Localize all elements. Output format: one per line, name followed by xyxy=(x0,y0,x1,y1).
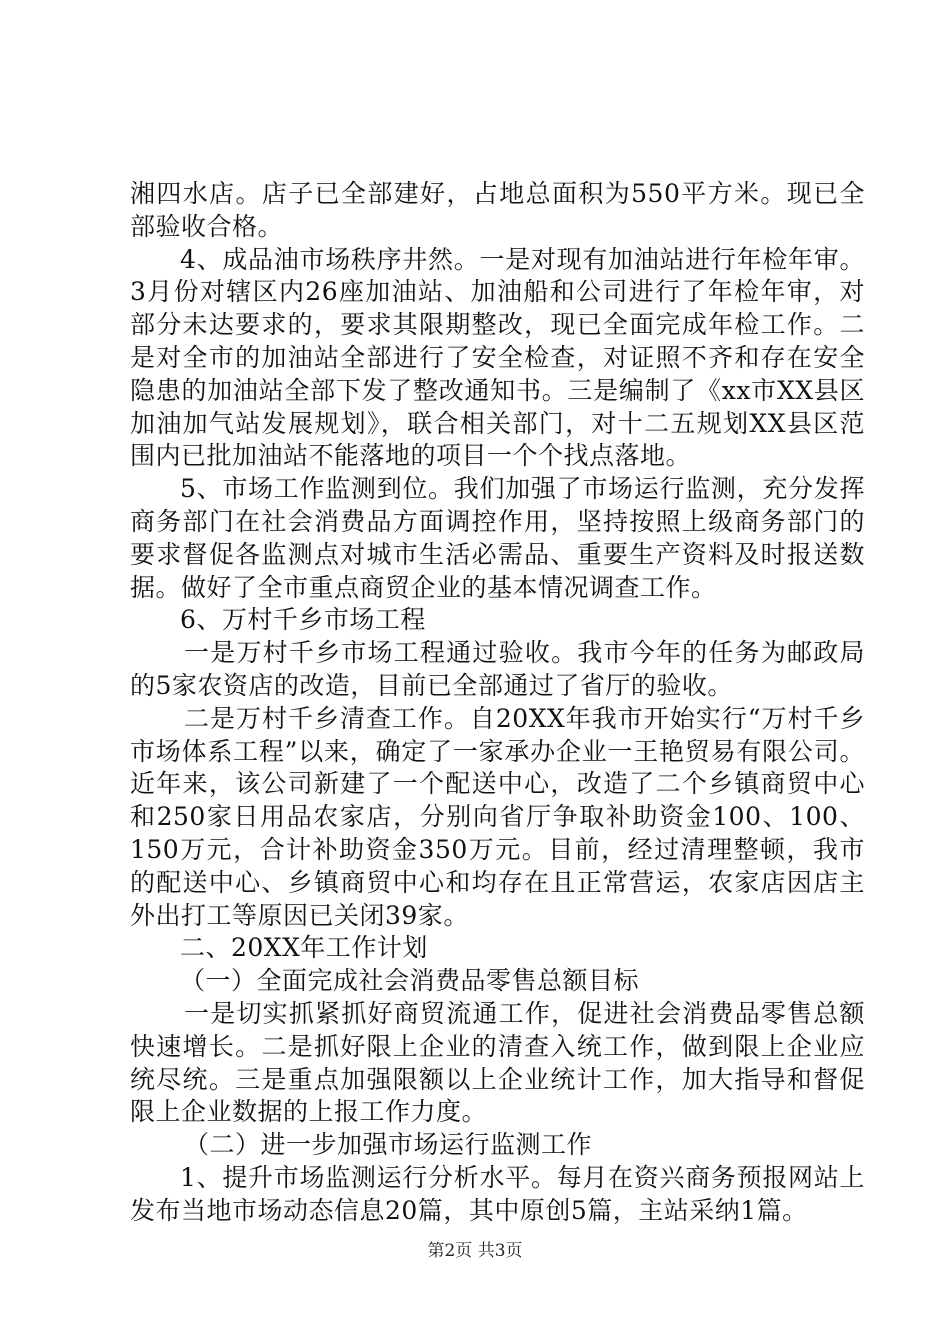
paragraph-continued: 湘四水店。店子已全部建好，占地总面积为550平方米。现已全部验收合格。 xyxy=(130,179,865,241)
paragraph-heading-village-project: 6、万村千乡市场工程 xyxy=(180,605,426,635)
paragraph-retail-measures: 一是切实抓紧抓好商贸流通工作，促进社会消费品零售总额快速增长。二是抓好限上企业的清查入统工作，做到限上企业应统尽统。三是重点加强限额以上企业统计工作，加大指导和督促限上企业数据的上报工作力度。 xyxy=(130,998,865,1127)
paragraph-market-monitoring: 5、市场工作监测到位。我们加强了市场运行监测，充分发挥商务部门在社会消费品方面调控作用，坚持按照上级商务部门的要求督促各监测点对城市生活必需品、重要生产资料及时报送数据。做好了全市重点商贸企业的基本情况调查工作。 xyxy=(130,474,865,602)
document-body xyxy=(130,178,865,1228)
subsection-heading-monitoring: （二）进一步加强市场运行监测工作 xyxy=(184,1130,593,1160)
page-footer: 第2页 共3页 xyxy=(427,1241,523,1261)
paragraph-village-acceptance: 一是万村千乡市场工程通过验收。我市今年的任务为邮政局的5家农资店的改造，目前已全部通过了省厅的验收。 xyxy=(130,638,865,700)
paragraph-village-check: 二是万村千乡清查工作。自20XX年我市开始实行“万村千乡市场体系工程”以来，确定了一家承办企业一王艳贸易有限公司。近年来，该公司新建了一个配送中心，改造了二个乡镇商贸中心和250家日用品农家店，分别向省厅争取补助资金100、100、150万元，合计补助资金350万元。目前，经过清理整顿，我市的配送中心、乡镇商贸中心和均存在且正常营运，农家店因店主外出打工等原因已关闭39家。 xyxy=(130,703,865,930)
subsection-heading-retail-target: （一）全面完成社会消费品零售总额目标 xyxy=(180,966,640,996)
paragraph-oil-market: 4、成品油市场秩序井然。一是对现有加油站进行年检年审。3月份对辖区内26座加油站、加油船和公司进行了年检年审，对部分未达要求的，要求其限期整改，现已全面完成年检工作。二是对全市的加油站全部进行了安全检查，对证照不齐和存在安全隐患的加油站全部下发了整改通知书。三是编制了《xx市XX县区加油加气站发展规划》，联合相关部门，对十二五规划XX县区范围内已批加油站不能落地的项目一个个找点落地。 xyxy=(130,244,865,471)
paragraph-monitoring-level: 1、提升市场监测运行分析水平。每月在资兴商务预报网站上发布当地市场动态信息20篇，其中原创5篇，主站采纳1篇。 xyxy=(130,1162,865,1225)
section-heading-work-plan: 二、20XX年工作计划 xyxy=(180,933,428,963)
